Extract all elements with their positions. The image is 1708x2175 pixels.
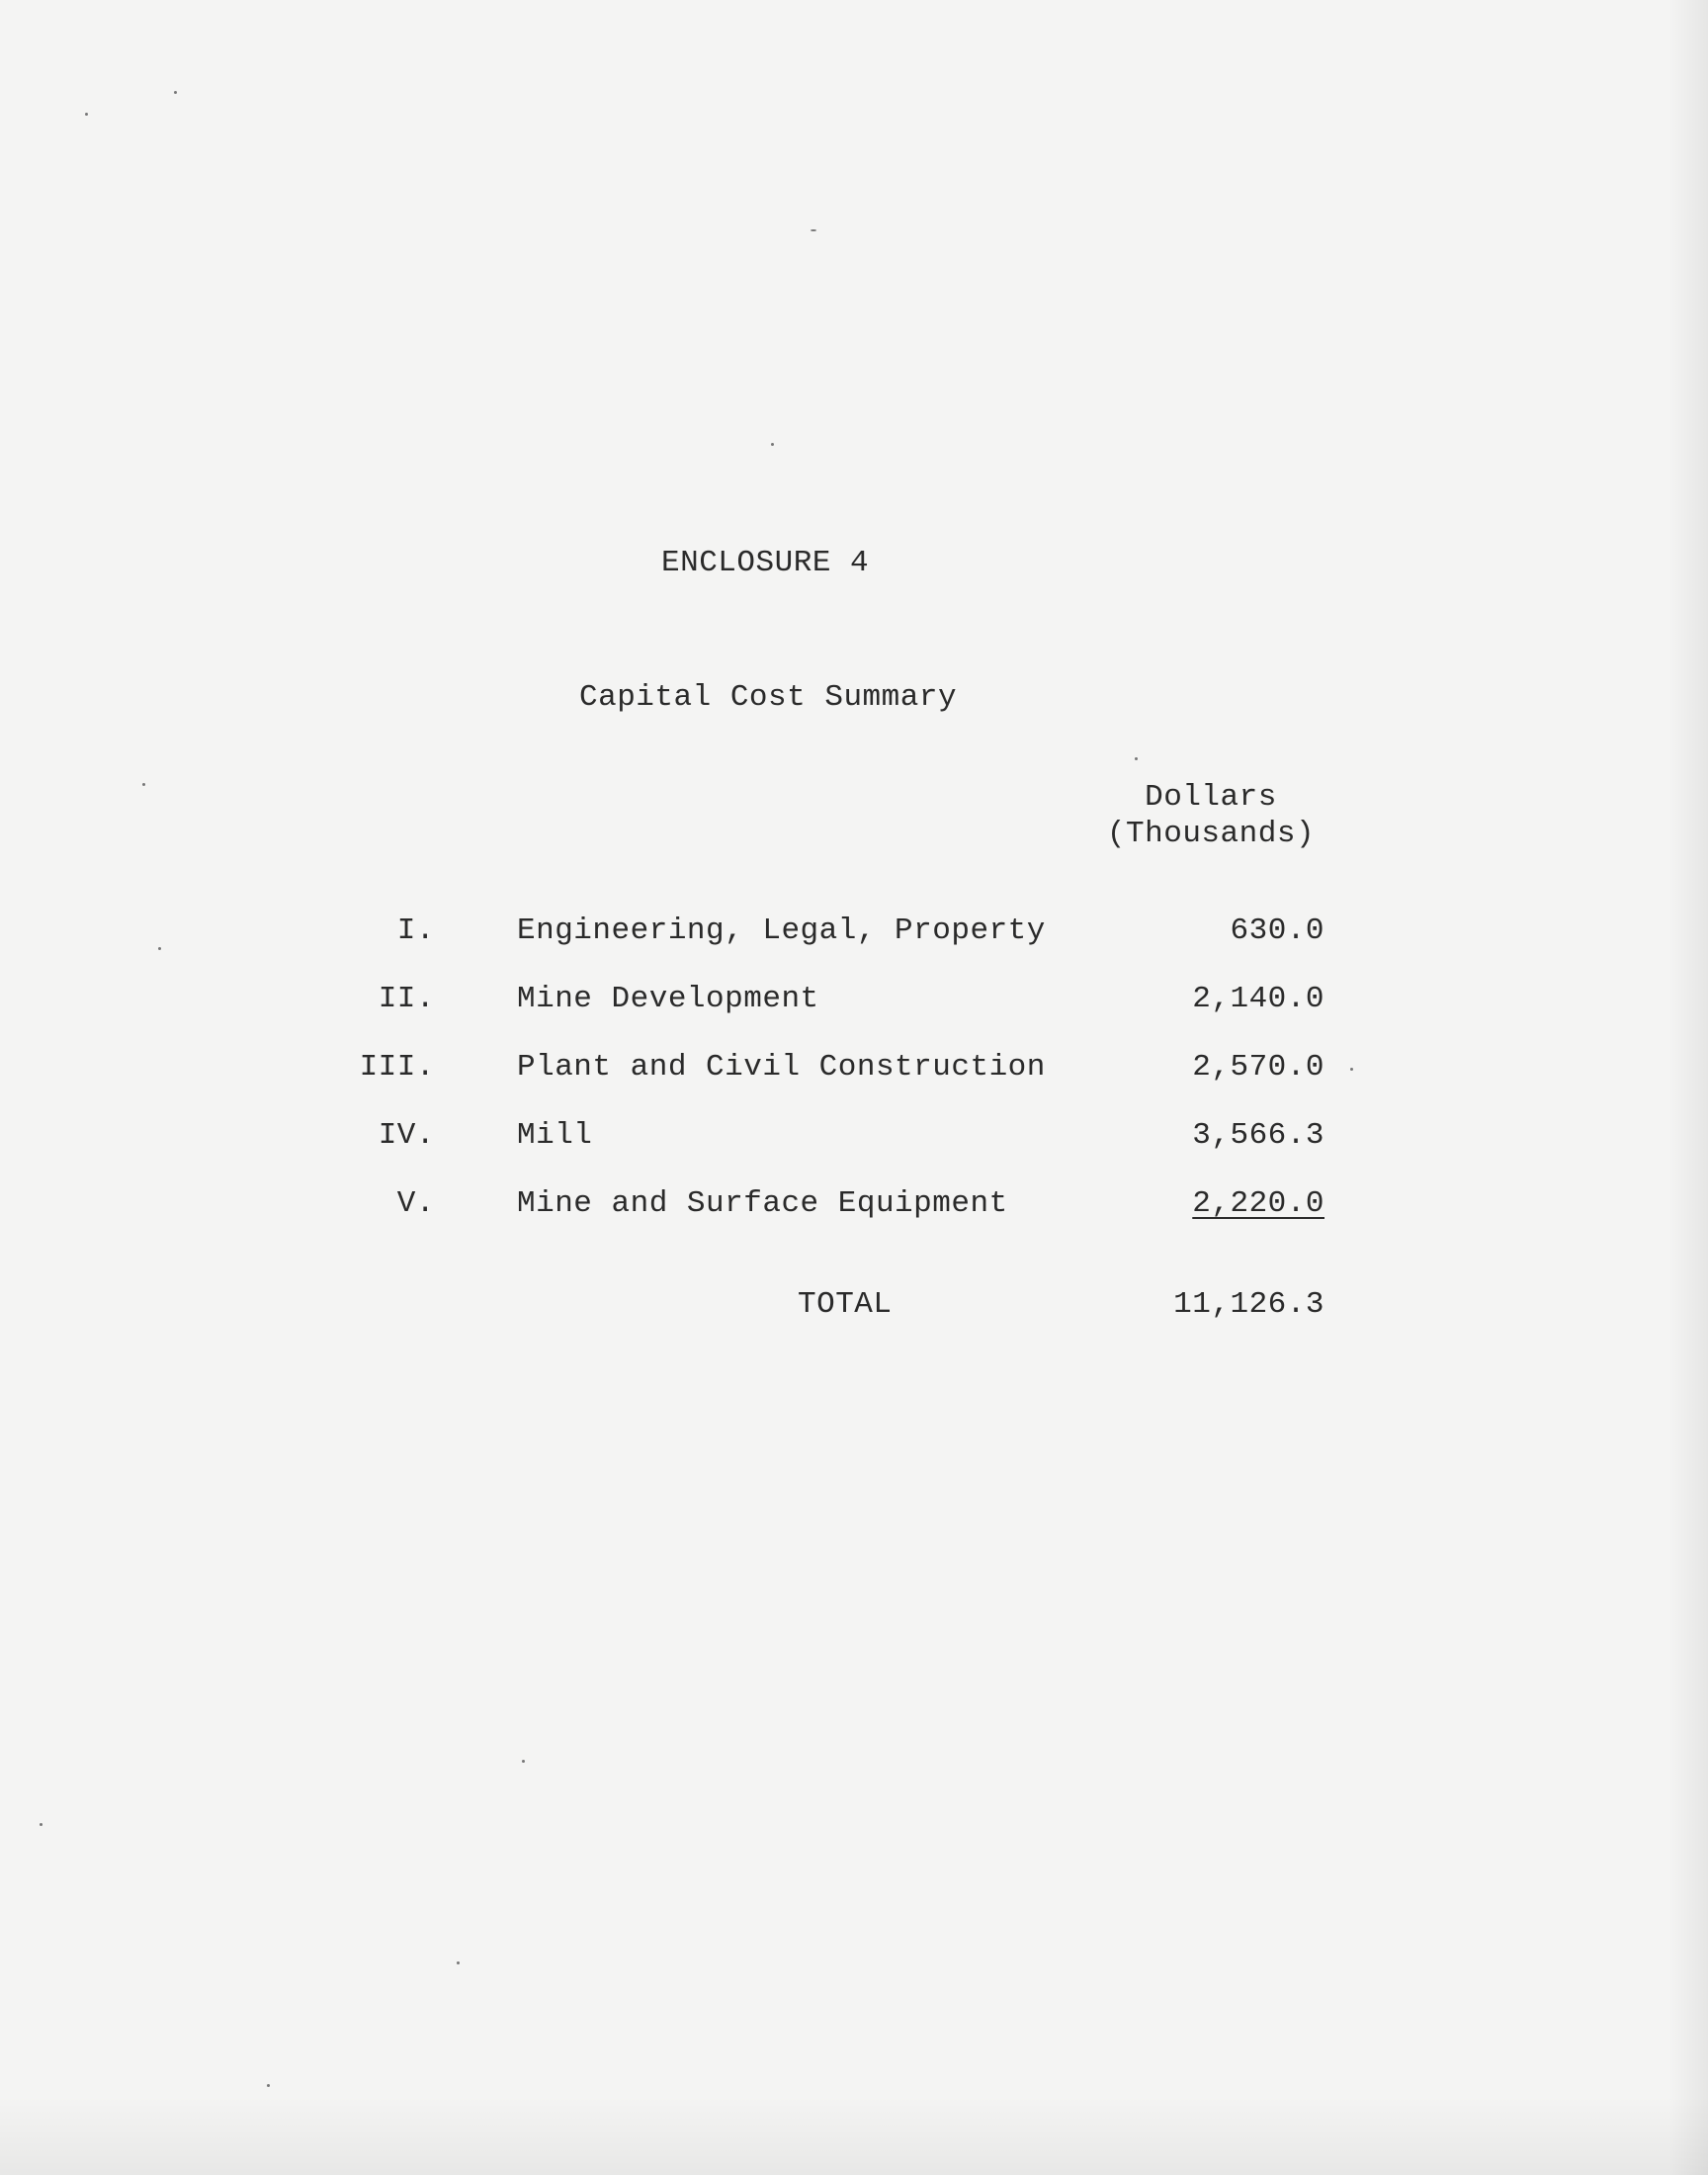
row-numeral: III. (359, 1050, 435, 1085)
scan-speck (811, 229, 816, 231)
document-title: Capital Cost Summary (579, 680, 958, 715)
row-amount: 2,570.0 (1192, 1050, 1324, 1085)
column-header-dollars (1097, 779, 1324, 852)
scan-speck (40, 1823, 43, 1826)
row-amount: 630.0 (1230, 914, 1324, 948)
page-edge-shadow (1668, 0, 1708, 2175)
enclosure-heading: ENCLOSURE 4 (661, 546, 870, 580)
scan-speck (267, 2084, 270, 2087)
page-bottom-shadow (0, 2096, 1708, 2175)
scan-speck (158, 947, 161, 950)
table-row (326, 1050, 1324, 1089)
scan-speck (457, 1961, 460, 1964)
row-numeral: V. (396, 1186, 435, 1221)
scan-speck (1350, 1068, 1353, 1071)
row-amount: 2,220.0 (1192, 1186, 1324, 1221)
scan-speck (1135, 757, 1138, 760)
row-numeral: I. (396, 914, 435, 948)
scan-speck (771, 443, 774, 446)
scan-speck (142, 783, 145, 786)
row-item: Mine Development (517, 982, 819, 1016)
row-item: Mine and Surface Equipment (517, 1186, 1008, 1221)
row-amount: 3,566.3 (1192, 1118, 1324, 1153)
table-row (326, 1186, 1324, 1226)
column-header-line: (Thousands) (1106, 817, 1316, 851)
scan-speck (174, 91, 177, 94)
scan-speck (85, 113, 88, 116)
table-row (326, 1118, 1324, 1158)
table-row (326, 914, 1324, 953)
row-item: Mill (517, 1118, 593, 1153)
total-label: TOTAL (798, 1287, 893, 1322)
table-row (326, 982, 1324, 1021)
row-amount: 2,140.0 (1192, 982, 1324, 1016)
scan-speck (522, 1760, 525, 1763)
row-numeral: IV. (378, 1118, 435, 1153)
total-amount: 11,126.3 (1173, 1287, 1324, 1322)
row-item: Engineering, Legal, Property (517, 914, 1046, 948)
row-item: Plant and Civil Construction (517, 1050, 1046, 1085)
row-numeral: II. (378, 982, 435, 1016)
column-header-line: Dollars (1145, 780, 1277, 815)
